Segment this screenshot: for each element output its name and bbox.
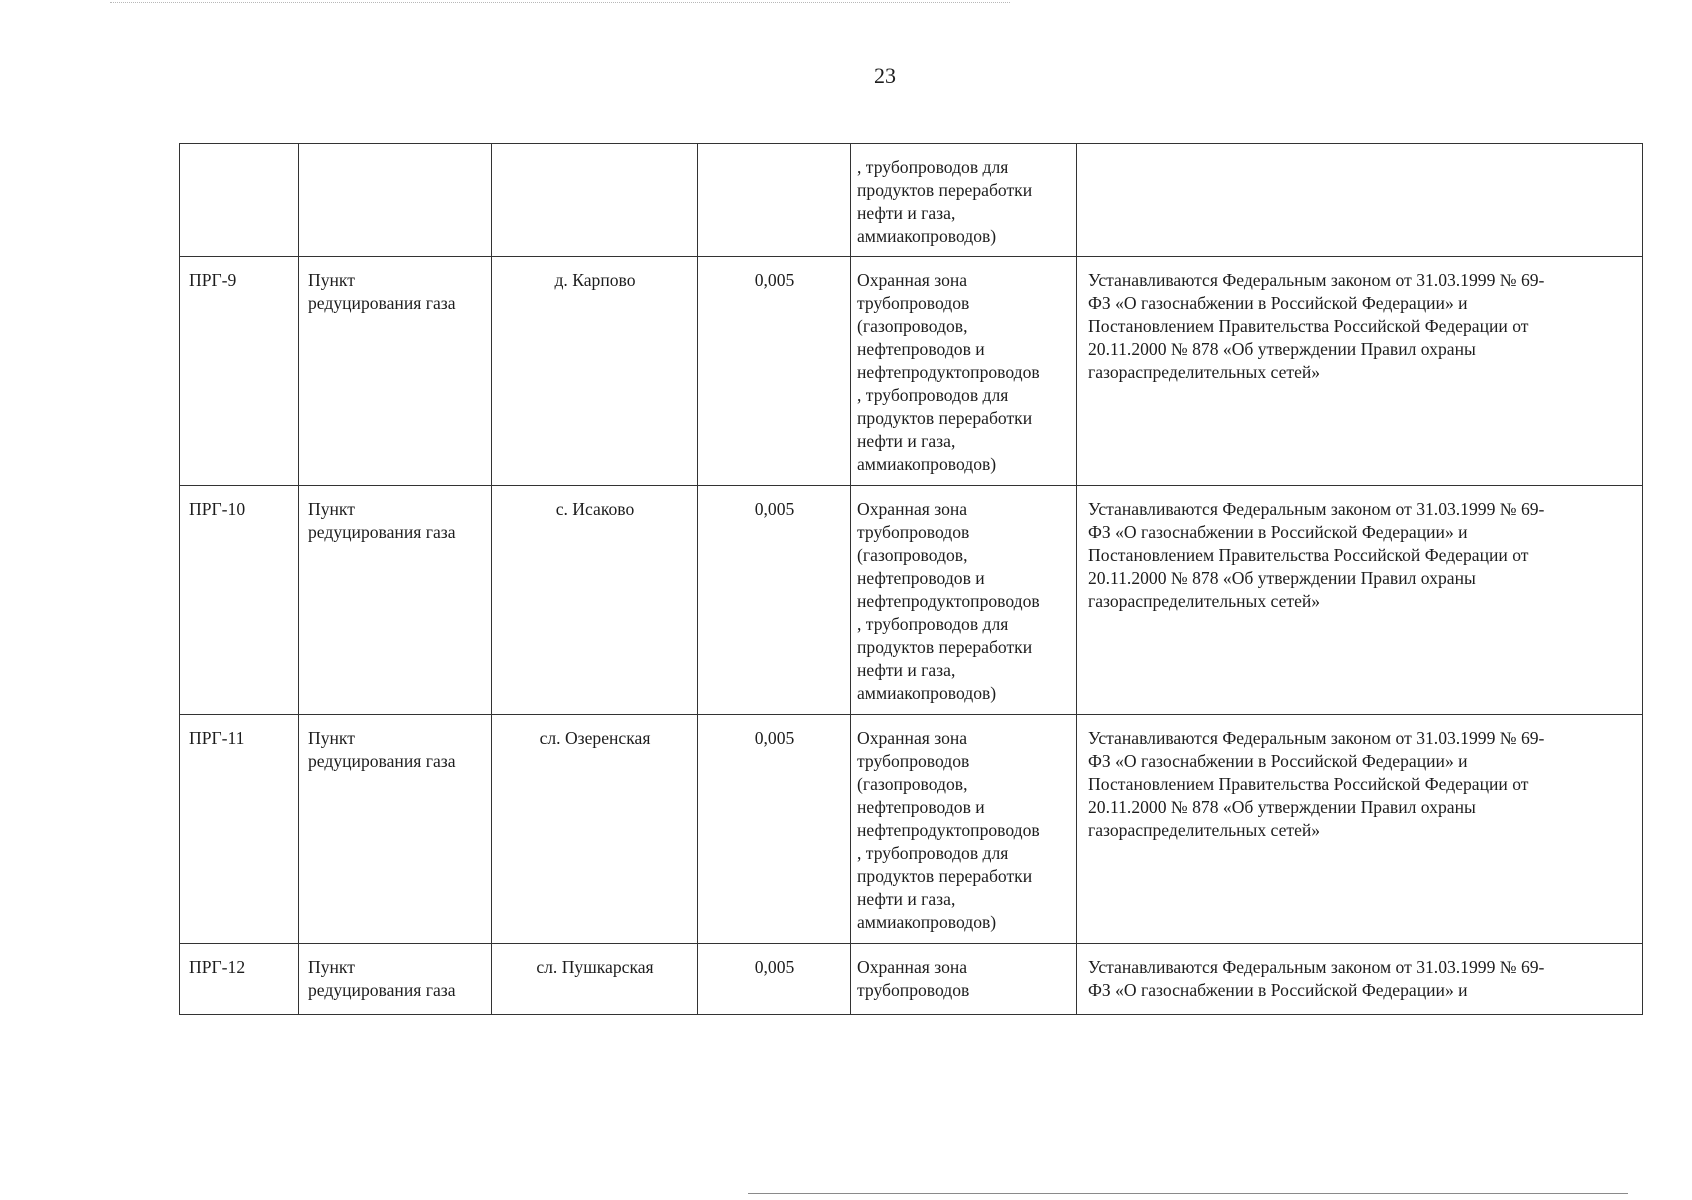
cell-line: нефти и газа, xyxy=(857,431,956,451)
cell-text: 0,005 xyxy=(754,957,795,977)
cell-line: Устанавливаются Федеральным законом от 31.03.1999 № 69- xyxy=(1088,499,1545,519)
area-cell xyxy=(698,257,851,486)
cell-line: Постановлением Правительства Российской Федерации от xyxy=(1088,774,1529,794)
cell-line: продуктов переработки xyxy=(857,866,1033,886)
legal-basis-cell xyxy=(1077,486,1643,715)
object-id-cell xyxy=(180,715,299,944)
cell-line: Пункт xyxy=(308,957,355,977)
cell-line: , трубопроводов для xyxy=(857,157,1009,177)
location-cell xyxy=(492,944,698,1015)
protection-zones-table xyxy=(179,143,1643,1015)
cell-line: ФЗ «О газоснабжении в Российской Федерации» и xyxy=(1088,293,1468,313)
cell-line: трубопроводов xyxy=(857,522,970,542)
zone-type-cell xyxy=(851,486,1077,715)
legal-basis-cell xyxy=(1077,144,1643,257)
cell-line: Устанавливаются Федеральным законом от 31.03.1999 № 69- xyxy=(1088,957,1545,977)
cell-line: нефтепродуктопроводов xyxy=(857,362,1040,382)
legal-basis-cell xyxy=(1077,257,1643,486)
location-cell xyxy=(492,486,698,715)
cell-line: редуцирования газа xyxy=(308,751,456,771)
cell-line: Постановлением Правительства Российской Федерации от xyxy=(1088,316,1529,336)
cell-line: нефтепроводов и xyxy=(857,339,985,359)
cell-text: ПРГ-12 xyxy=(189,957,246,977)
object-name-cell xyxy=(299,486,492,715)
cell-line: газораспределительных сетей» xyxy=(1088,362,1321,382)
cell-line: Устанавливаются Федеральным законом от 31.03.1999 № 69- xyxy=(1088,270,1545,290)
scan-bottom-rule xyxy=(748,1193,1628,1194)
cell-line: 20.11.2000 № 878 «Об утверждении Правил охраны xyxy=(1088,339,1476,359)
cell-line: нефти и газа, xyxy=(857,889,956,909)
table-row xyxy=(180,257,1643,486)
cell-line: газораспределительных сетей» xyxy=(1088,591,1321,611)
cell-line: газораспределительных сетей» xyxy=(1088,820,1321,840)
cell-line: Пункт xyxy=(308,499,355,519)
cell-line: ФЗ «О газоснабжении в Российской Федерации» и xyxy=(1088,522,1468,542)
cell-line: Охранная зона xyxy=(857,957,968,977)
cell-line: нефтепродуктопроводов xyxy=(857,591,1040,611)
area-cell xyxy=(698,715,851,944)
table-body xyxy=(180,144,1643,1015)
zone-type-cell xyxy=(851,257,1077,486)
cell-line: Устанавливаются Федеральным законом от 31.03.1999 № 69- xyxy=(1088,728,1545,748)
legal-basis-cell xyxy=(1077,944,1643,1015)
cell-text: 0,005 xyxy=(754,270,795,290)
cell-text: 0,005 xyxy=(754,728,795,748)
cell-line: , трубопроводов для xyxy=(857,614,1009,634)
cell-line: (газопроводов, xyxy=(857,545,968,565)
area-cell xyxy=(698,486,851,715)
table-row xyxy=(180,144,1643,257)
cell-line: ФЗ «О газоснабжении в Российской Федерации» и xyxy=(1088,980,1468,1000)
cell-line: (газопроводов, xyxy=(857,316,968,336)
cell-line: трубопроводов xyxy=(857,293,970,313)
cell-line: нефтепроводов и xyxy=(857,568,985,588)
scan-artifact-line xyxy=(110,2,1010,3)
cell-line: редуцирования газа xyxy=(308,293,456,313)
cell-text: сл. Озеренская xyxy=(539,728,651,748)
cell-text: ПРГ-11 xyxy=(189,728,245,748)
object-id-cell xyxy=(180,944,299,1015)
cell-line: продуктов переработки xyxy=(857,180,1033,200)
object-name-cell xyxy=(299,715,492,944)
cell-line: Пункт xyxy=(308,270,355,290)
location-cell xyxy=(492,144,698,257)
object-name-cell xyxy=(299,144,492,257)
cell-line: Охранная зона xyxy=(857,499,968,519)
area-cell xyxy=(698,944,851,1015)
cell-line: аммиакопроводов) xyxy=(857,226,997,246)
cell-line: трубопроводов xyxy=(857,980,970,1000)
object-name-cell xyxy=(299,944,492,1015)
location-cell xyxy=(492,257,698,486)
table-row xyxy=(180,486,1643,715)
cell-line: редуцирования газа xyxy=(308,980,456,1000)
cell-text: сл. Пушкарская xyxy=(536,957,654,977)
zone-type-cell xyxy=(851,944,1077,1015)
cell-line: продуктов переработки xyxy=(857,408,1033,428)
cell-line: редуцирования газа xyxy=(308,522,456,542)
table-row xyxy=(180,715,1643,944)
object-id-cell xyxy=(180,257,299,486)
table-row xyxy=(180,944,1643,1015)
cell-line: 20.11.2000 № 878 «Об утверждении Правил охраны xyxy=(1088,568,1476,588)
cell-line: , трубопроводов для xyxy=(857,843,1009,863)
cell-line: Постановлением Правительства Российской Федерации от xyxy=(1088,545,1529,565)
object-id-cell xyxy=(180,144,299,257)
cell-line: продуктов переработки xyxy=(857,637,1033,657)
cell-line: аммиакопроводов) xyxy=(857,683,997,703)
cell-line: нефтепродуктопроводов xyxy=(857,820,1040,840)
page-number: 23 xyxy=(874,63,896,88)
area-cell xyxy=(698,144,851,257)
cell-line: Охранная зона xyxy=(857,270,968,290)
zone-type-cell xyxy=(851,144,1077,257)
cell-line: аммиакопроводов) xyxy=(857,912,997,932)
cell-text: д. Карпово xyxy=(554,270,636,290)
cell-line: , трубопроводов для xyxy=(857,385,1009,405)
cell-line: нефти и газа, xyxy=(857,203,956,223)
cell-text: ПРГ-10 xyxy=(189,499,246,519)
cell-text: с. Исаково xyxy=(555,499,635,519)
cell-line: трубопроводов xyxy=(857,751,970,771)
location-cell xyxy=(492,715,698,944)
cell-line: (газопроводов, xyxy=(857,774,968,794)
cell-text: 0,005 xyxy=(754,499,795,519)
cell-text: ПРГ-9 xyxy=(189,270,237,290)
legal-basis-cell xyxy=(1077,715,1643,944)
cell-line: Охранная зона xyxy=(857,728,968,748)
cell-line: нефтепроводов и xyxy=(857,797,985,817)
object-id-cell xyxy=(180,486,299,715)
cell-line: 20.11.2000 № 878 «Об утверждении Правил охраны xyxy=(1088,797,1476,817)
object-name-cell xyxy=(299,257,492,486)
cell-line: ФЗ «О газоснабжении в Российской Федерации» и xyxy=(1088,751,1468,771)
cell-line: Пункт xyxy=(308,728,355,748)
cell-line: аммиакопроводов) xyxy=(857,454,997,474)
cell-line: нефти и газа, xyxy=(857,660,956,680)
zone-type-cell xyxy=(851,715,1077,944)
